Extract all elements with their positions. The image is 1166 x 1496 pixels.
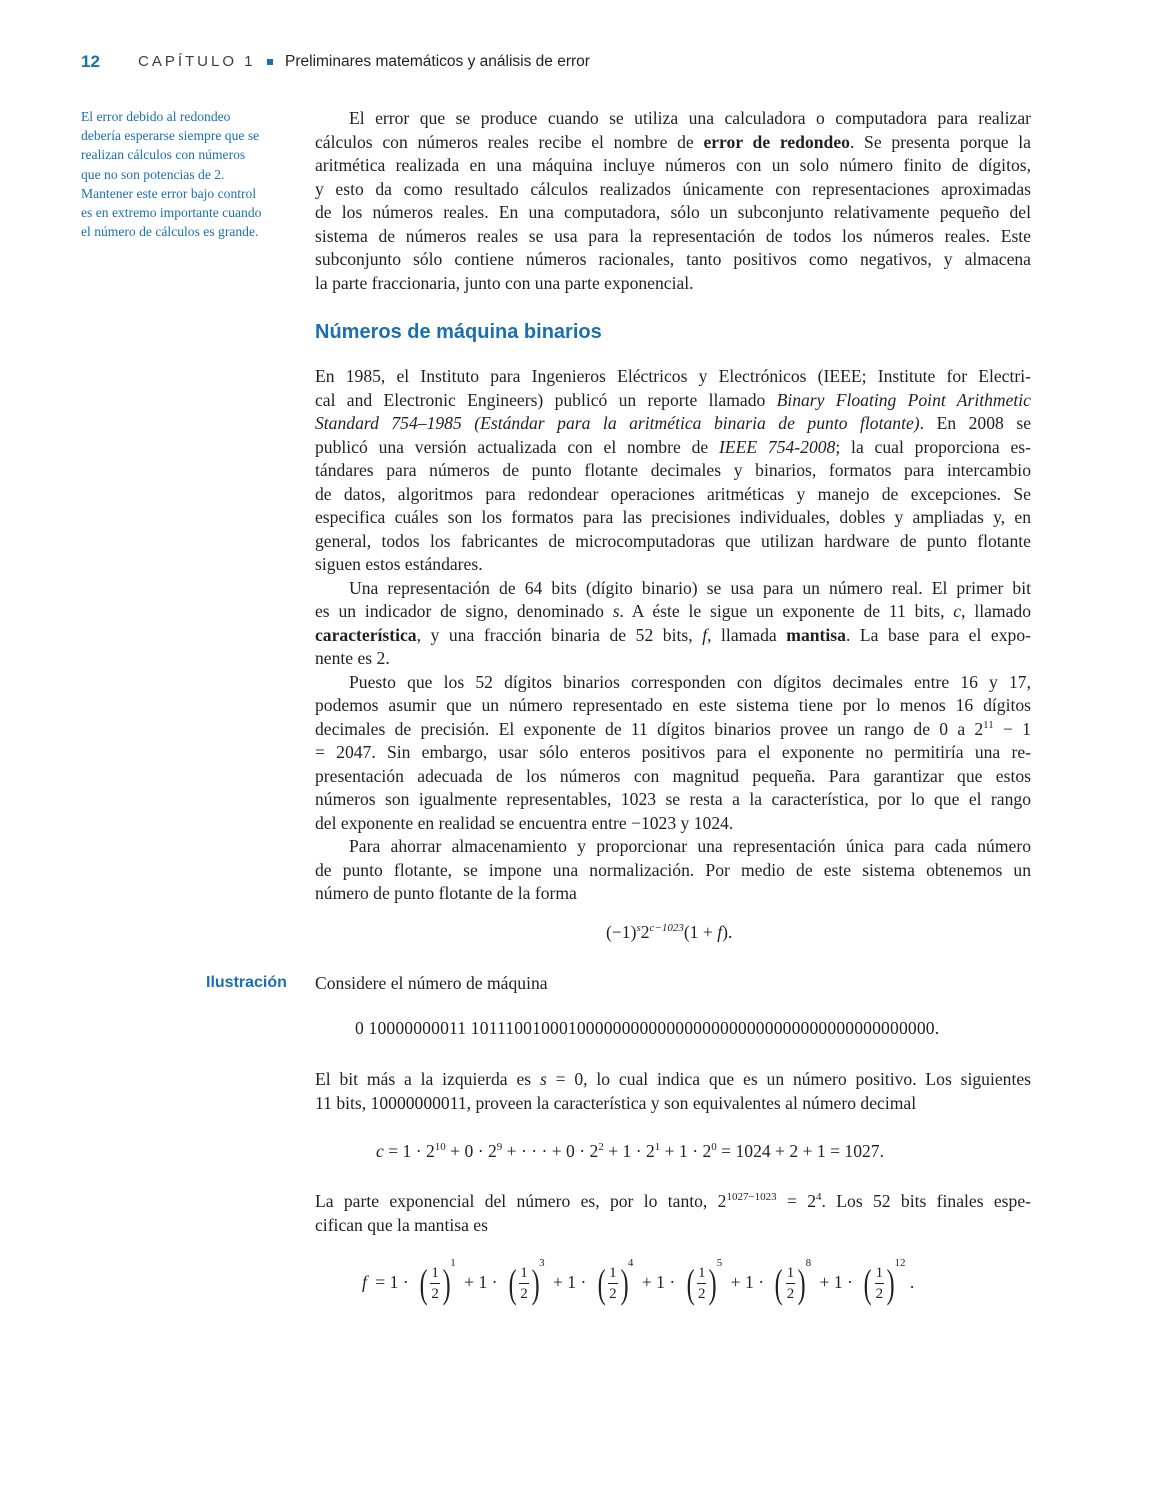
equation-floating-point-form (606, 922, 732, 943)
illustration-intro: Considere el número de máquina (315, 973, 548, 993)
fraction (875, 1263, 885, 1304)
eq-exponent: 8 (805, 1257, 812, 1269)
text-run: decimales de precisión. El exponente de 11 dígitos binarios provee un rango de 0 a 2 (315, 718, 984, 739)
text-italic: s (539, 1069, 547, 1089)
text-line (315, 436, 1031, 460)
intro-paragraph (315, 107, 1031, 295)
equation-mantissa (362, 1257, 914, 1317)
margin-note-line: debería esperarse siempre que se (81, 128, 260, 144)
text-run: . Los 52 bits finales espe- (821, 1191, 1031, 1211)
eq-term: = 1024 + 2 + 1 = 1027. (716, 1141, 884, 1161)
text-line: de datos, algoritmos para redondear operaciones aritméticas y manejo de excepciones. Se (315, 483, 1031, 504)
text-line: En 1985, el Instituto para Ingenieros Eléctricos y Electrónicos (IEEE; Institute for Electri- (315, 366, 1031, 386)
paragraph-64bits (315, 577, 1031, 671)
text-italic: IEEE 754-2008 (719, 436, 836, 457)
text-line: nente es 2. (315, 648, 390, 668)
margin-note-line: es en extremo importante cuando (81, 205, 262, 221)
text-line (315, 624, 1031, 648)
text-run: . La base para el expo- (845, 624, 1031, 645)
text-line: aritmética realizada en una máquina incluye números con un solo número finito de dígitos, (315, 155, 1031, 175)
text-line: números son igualmente representables, 1023 se resta a la característica, por lo que el rango (315, 789, 1031, 809)
eq-exponent: 1 (654, 1141, 661, 1153)
eq-exponent: 5 (716, 1257, 723, 1269)
power-term (506, 1257, 545, 1307)
text-run: = 0, lo cual indica que es un número positivo. Los siguientes (546, 1069, 1032, 1089)
superscript: 4 (816, 1191, 822, 1203)
text-line (315, 412, 1031, 436)
eq-term: f (362, 1271, 367, 1292)
open-paren: ( (597, 1261, 606, 1307)
text-italic: s (612, 601, 620, 621)
eq-operator: + 1 · (730, 1271, 765, 1292)
power-term (595, 1257, 634, 1307)
eq-term: = 1 · 2 (383, 1141, 435, 1161)
section-title: Números de máquina binarios (315, 321, 602, 343)
denominator: 2 (431, 1286, 439, 1303)
eq-term: (−1) (606, 922, 637, 942)
term-mantisa: mantisa (786, 624, 846, 645)
eq-term: + · · · + 0 · 2 (502, 1141, 599, 1161)
text-run: cálculos con números reales recibe el nombre de (315, 131, 704, 152)
paragraph-ieee (315, 365, 1031, 577)
close-paren: ) (886, 1261, 895, 1307)
text-line: 11 bits, 10000000011, proveen la característica y son equivalentes al número decimal (315, 1092, 917, 1113)
illustration-paragraph-sign (315, 1068, 1031, 1115)
eq-exponent: 12 (894, 1257, 906, 1269)
machine-number: 0 10000000011 1011100100010000000000000000000000000000000000000000. (355, 1018, 940, 1038)
text-run: . A éste le sigue un exponente de 11 bits, (619, 601, 954, 621)
margin-note-line: El error debido al redondeo (81, 109, 231, 124)
text-line: Puesto que los 52 dígitos binarios corresponden con dígitos decimales entre 16 y 17, (349, 671, 1031, 692)
eq-term: + 0 · 2 (445, 1141, 497, 1161)
text-line (315, 1068, 1031, 1092)
text-line (315, 1190, 1031, 1214)
eq-exponent: c−1023 (649, 922, 684, 934)
superscript: 1027−1023 (726, 1191, 777, 1203)
text-line: de punto flotante, se impone una normalización. Por medio de este sistema obtenemos un (315, 859, 1031, 880)
text-run: . En 2008 se (919, 413, 1032, 433)
eq-exponent: 1 (450, 1257, 456, 1269)
text-run: El bit más a la izquierda es (315, 1069, 540, 1089)
close-paren: ) (709, 1261, 718, 1307)
open-paren: ( (419, 1261, 428, 1307)
text-run: . Se presenta porque la (849, 131, 1031, 152)
numerator: 1 (430, 1263, 440, 1284)
text-line: podemos asumir que un número representado en este sistema tiene por lo menos 16 dígitos (315, 695, 1031, 715)
paragraph-precision (315, 671, 1031, 836)
text-line: subconjunto sólo contiene números racionales, tanto positivos como negativos, y almacena (315, 249, 1031, 269)
close-paren: ) (620, 1261, 629, 1307)
paragraph-normalization (315, 835, 1031, 906)
text-run: − 1 (993, 718, 1031, 739)
term-caracteristica: característica (315, 624, 417, 645)
text-italic: c (953, 601, 962, 621)
numerator: 1 (608, 1263, 618, 1284)
text-italic: Binary Floating Point Arithmetic (776, 389, 1031, 410)
eq-exponent: 4 (627, 1257, 634, 1269)
chapter-label: CAPÍTULO 1 (138, 53, 256, 70)
text-line: siguen estos estándares. (315, 554, 483, 574)
text-line: presentación adecuada de los números con magnitud pequeña. Para garantizar que estos (315, 765, 1031, 786)
fraction (786, 1263, 796, 1304)
eq-exponent: s (636, 922, 641, 934)
open-paren: ( (686, 1261, 695, 1307)
eq-term: ). (722, 922, 733, 942)
margin-note-line: realizan cálculos con números (81, 147, 246, 163)
eq-period: . (909, 1271, 915, 1292)
square-bullet-icon (267, 59, 273, 65)
fraction (519, 1263, 529, 1304)
open-paren: ( (775, 1261, 784, 1307)
text-run: , llamada (707, 624, 787, 645)
text-line: y esto da como resultado cálculos realizados únicamente con representaciones aproximadas (315, 178, 1031, 199)
text-line: Para ahorrar almacenamiento y proporcionar una representación única para cada número (349, 836, 1031, 856)
eq-exponent: 2 (598, 1141, 604, 1153)
text-run: , y una fracción binaria de 52 bits, (416, 624, 703, 645)
power-term (861, 1257, 905, 1307)
chapter-title: Preliminares matemáticos y análisis de error (285, 53, 590, 70)
eq-operator: + 1 · (464, 1271, 498, 1292)
page-number: 12 (81, 52, 100, 71)
margin-note-line: el número de cálculos es grande. (81, 224, 259, 240)
fraction (697, 1263, 707, 1304)
numerator: 1 (519, 1263, 529, 1284)
text-line: Una representación de 64 bits (dígito binario) se usa para un número real. El primer bit (349, 577, 1031, 598)
power-term (684, 1257, 723, 1307)
fraction (430, 1263, 440, 1304)
margin-note-line: Mantener este error bajo control (81, 185, 257, 201)
text-line (315, 600, 1031, 624)
denominator: 2 (875, 1286, 884, 1303)
text-run: ; la cual proporciona es- (835, 436, 1032, 457)
eq-exponent: 3 (539, 1257, 545, 1269)
text-run: , llamado (961, 601, 1031, 621)
numerator: 1 (786, 1263, 796, 1284)
text-run: es un indicador de signo, denominado (315, 601, 613, 621)
text-line: tándares para números de punto flotante decimales y binarios, formatos para intercambio (315, 460, 1031, 480)
text-run: publicó una versión actualizada con el nombre de (315, 436, 719, 457)
eq-operator: + 1 · (641, 1271, 676, 1292)
power-term (772, 1257, 811, 1307)
equation-characteristic (376, 1141, 884, 1162)
text-italic: Standard 754–1985 (Estándar para la aritmética binaria de punto flotante) (315, 413, 920, 433)
eq-exponent: 9 (496, 1141, 503, 1153)
text-line: especifica cuáles son los formatos para las precisiones individuales, dobles y ampliadas y, en (315, 507, 1031, 527)
text-run: cal and Electronic Engineers) publicó un reporte llamado (315, 389, 777, 410)
eq-term: c (376, 1141, 384, 1161)
close-paren: ) (442, 1261, 451, 1307)
eq-operator: + 1 · (552, 1271, 587, 1292)
text-line: general, todos los fabricantes de microcomputadoras que utilizan hardware de punto flotante (315, 530, 1031, 551)
text-line (315, 131, 1031, 155)
eq-term: + 1 · 2 (660, 1141, 712, 1161)
close-paren: ) (531, 1261, 540, 1307)
denominator: 2 (520, 1286, 528, 1303)
eq-exponent: 10 (434, 1141, 446, 1153)
eq-operator: = 1 · (375, 1271, 409, 1292)
term-error-de-redondeo: error de redondeo (703, 131, 850, 152)
text-line: número de punto flotante de la forma (315, 883, 577, 903)
fraction (608, 1263, 618, 1304)
close-paren: ) (797, 1261, 806, 1307)
denominator: 2 (697, 1286, 706, 1303)
eq-term: + 1 · 2 (603, 1141, 655, 1161)
margin-note (81, 107, 293, 241)
denominator: 2 (786, 1286, 795, 1303)
text-line: sistema de números reales se usa para la representación de todos los números reales. Este (315, 225, 1031, 246)
margin-note-line: que no son potencias de 2. (81, 166, 225, 182)
eq-term: f (717, 922, 723, 942)
text-run: = 2 (776, 1191, 817, 1211)
eq-operator: + 1 · (819, 1271, 853, 1292)
text-line (315, 718, 1031, 742)
illustration-label: Ilustración (206, 974, 287, 991)
text-italic: f (702, 624, 708, 645)
text-line: cifican que la mantisa es (315, 1214, 488, 1235)
text-line (315, 389, 1031, 413)
open-paren: ( (863, 1261, 872, 1307)
text-line: de los números reales. En una computadora, sólo un subconjunto relativamente pequeño del (315, 202, 1031, 222)
eq-term: 2 (640, 922, 650, 942)
eq-exponent: 0 (711, 1141, 717, 1153)
text-line: del exponente en realidad se encuentra entre −1023 y 1024. (315, 812, 734, 833)
numerator: 1 (875, 1263, 885, 1284)
open-paren: ( (508, 1261, 517, 1307)
text-line: El error que se produce cuando se utiliza una calculadora o computadora para realizar (349, 108, 1031, 128)
illustration-paragraph-exponent (315, 1190, 1031, 1237)
text-line: = 2047. Sin embargo, usar sólo enteros positivos para el exponente no permitiría una re- (315, 742, 1031, 762)
power-term (417, 1257, 456, 1307)
eq-term: (1 + (683, 922, 718, 942)
superscript: 11 (983, 718, 994, 731)
denominator: 2 (609, 1286, 617, 1303)
text-run: La parte exponencial del número es, por lo tanto, 2 (315, 1191, 727, 1211)
numerator: 1 (697, 1263, 707, 1284)
text-line: la parte fraccionaria, junto con una parte exponencial. (315, 272, 694, 293)
